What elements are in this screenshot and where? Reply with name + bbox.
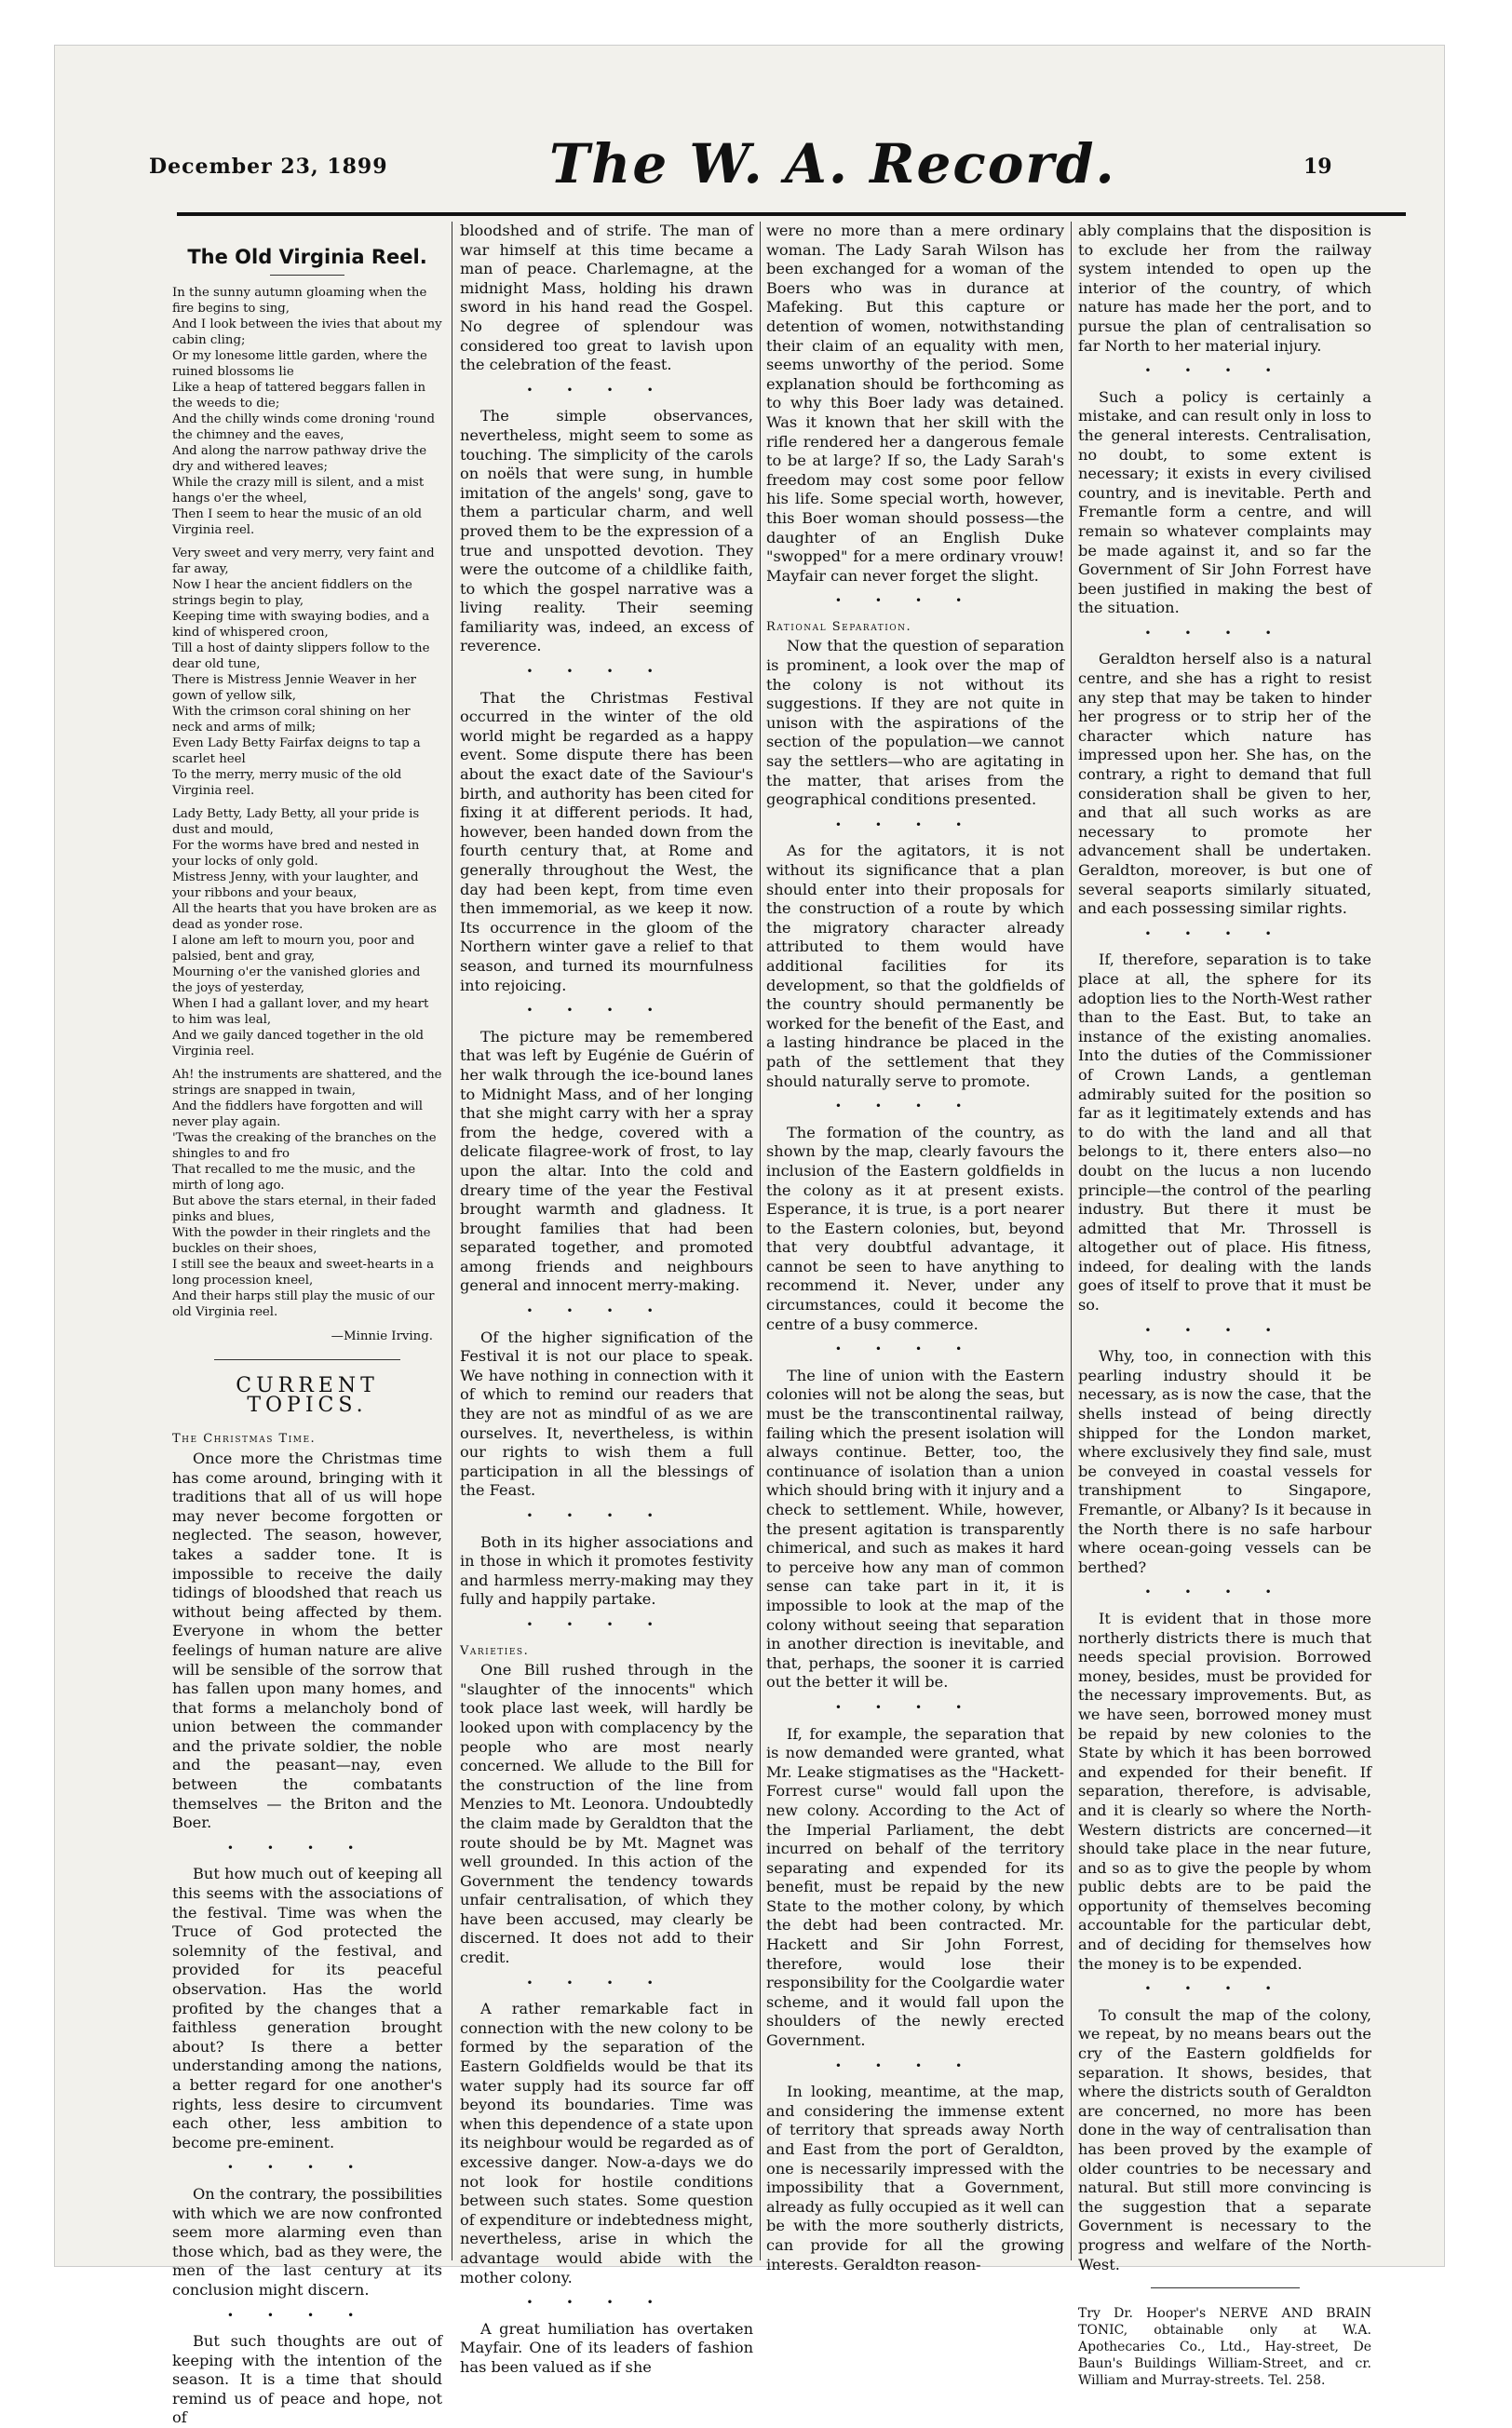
article-paragraph: The simple observances, nevertheless, might seem to some as touching. The simplicity of the carols on noëls that were sung, in humble imitation of the angels' song, gave to them a particular charm, and well proved them to be the expression of a true and unspotted devotion. They were the outcome of a childlike faith, to which the gospel narrative was a living reality. Their seeming familiarity was, indeed, an excess of reverence. xyxy=(460,407,753,655)
side-heading: Rational Separation. xyxy=(766,619,912,634)
article-paragraph: The line of union with the Eastern colonies will not be along the seas, but must be the transcontinental railway, failing which the present isolation will always continue. Better, too, the continuance of isolation than a union which should bring with it injury and a check to settlement. While, however, the present agitation is transparently chimerical, and such as makes it hard to perceive how any man of common sense can take part in it, it is impossible to look at the map of the colony without seeing that separation in another direction is inevitable, and that, perhaps, the sooner it is carried out the better it will be. xyxy=(766,1366,1064,1692)
poem-line: 'Twas the creaking of the branches on the shingles to and fro xyxy=(172,1130,437,1161)
section-break: •••• xyxy=(526,1617,687,1631)
section-break: •••• xyxy=(526,1509,687,1522)
article-paragraph: In looking, meantime, at the map, and considering the immense extent of territory that spreads away North and East from the port of Geraldton, one is necessarily impressed with the impossibility that a Government, already as fully occupied as it well can be with the more southerly districts, can provide for all the growing interests. Geraldton reason- xyxy=(766,2083,1064,2273)
poem-line: Even Lady Betty Fairfax deigns to tap a scarlet heel xyxy=(172,735,421,766)
section-title: CURRENT TOPICS. xyxy=(236,1374,379,1417)
poem-line: And I look between the ivies that about my cabin cling; xyxy=(172,317,442,347)
poem-line: With the powder in their ringlets and the buckles on their shoes, xyxy=(172,1225,431,1256)
header-rule xyxy=(177,212,1406,216)
article-paragraph: But such thoughts are out of keeping with the intention of the season. It is a time that should remind us of peace and hope, not of xyxy=(172,2332,442,2427)
article-paragraph: On the contrary, the possibilities with which we are now confronted seem more alarming even than those which, bad as they were, the men of the last century at its conclusion might discern. xyxy=(172,2184,442,2299)
article-paragraph: Why, too, in connection with this pearling industry should it be necessary, as is now the case, that the shells instead of being directly shipped for the London market, where exclusively they find sale, must be conveyed in coastal vessels for transhipment to Singapore, Fremantle, or Albany? Is it because in the North there is no safe harbour where ocean-going vessels can be berthed? xyxy=(1078,1347,1371,1576)
poem-author: —Minnie Irving. xyxy=(331,1329,433,1343)
section-break: •••• xyxy=(834,817,996,831)
poem-line: Or my lonesome little garden, where the ruined blossoms lie xyxy=(172,348,427,379)
article-paragraph: Both in its higher associations and in those in which it promotes festivity and harmless merry-making may they fully and happily partake. xyxy=(460,1532,753,1609)
poem-line: Lady Betty, Lady Betty, all your pride is dust and mould, xyxy=(172,806,420,837)
section-break: •••• xyxy=(834,1099,996,1113)
article-paragraph: The formation of the country, as shown by the map, clearly favours the inclusion of the Eastern goldfields in the colony as it at present exists. Esperance, it is true, is a port nearer to the Eastern colonies, but, beyond that very doubtful advantage, it cannot be seen to have anything to recommend it. Never, under any circumstances, could it become the centre of a busy commerce. xyxy=(766,1123,1064,1333)
poem-line: That recalled to me the music, and the mirth of long ago. xyxy=(172,1162,416,1193)
rule xyxy=(270,275,344,276)
poem-line: And the chilly winds come droning 'round the chimney and the eaves, xyxy=(172,411,435,442)
poem-line: But above the stars eternal, in their faded pinks and blues, xyxy=(172,1194,437,1224)
poem-title: The Old Virginia Reel. xyxy=(187,246,427,268)
poem-line: Then I seem to hear the music of an old Virginia reel. xyxy=(172,506,423,537)
column-1-articles xyxy=(172,1430,442,2428)
poem-line: To the merry, merry music of the old Virginia reel. xyxy=(172,767,402,798)
article-paragraph: That the Christmas Festival occurred in the winter of the old world might be regarded as a happy event. Some dispute there has been about the exact date of the Saviour's birth, and authority has been cited for fixing it at different periods. It had, however, been handed down from the fourth century that, at Rome and generally throughout the West, the day had been kept, from time even then immemorial, as we keep it now. Its occurrence in the gloom of the Northern winter gave a relief to that season, and turned its mournfulness into rejoicing. xyxy=(460,688,753,994)
article-paragraph: Geraldton herself also is a natural centre, and she has a right to resist any step that may be taken to hinder her progress or to strip her of the character which nature has impressed upon her. She has, on the contrary, a right to demand that full consideration shall be given to her, and that all such works as are necessary to promote her advancement shall be undertaken. Geraldton, moreover, is but one of several seaports similarly situated, and each possessing similar rights. xyxy=(1078,650,1371,918)
issue-date: December 23, 1899 xyxy=(149,155,388,179)
section-break: •••• xyxy=(526,1304,687,1318)
side-heading: The Christmas Time. xyxy=(172,1432,317,1447)
poem-line: And we gaily danced together in the old Virginia reel. xyxy=(172,1028,425,1059)
column-3 xyxy=(766,222,1064,2273)
rule xyxy=(1151,2287,1300,2288)
section-break: •••• xyxy=(226,2308,388,2322)
article-paragraph: Such a policy is certainly a mistake, and can result only in loss to the general interests. Centralisation, no doubt, to some extent is necessary; it exists in every civilised country, and is inevitable. Perth and Fremantle form a centre, and will remain so whatever complaints may be made against it, and so far the Government of Sir John Forrest have been justified in making the best of the situation. xyxy=(1078,387,1371,617)
poem-line: Keeping time with swaying bodies, and a kind of whispered croon, xyxy=(172,609,430,640)
section-break: •••• xyxy=(834,1700,996,1714)
poem-line: Very sweet and very merry, very faint and far away, xyxy=(172,546,435,576)
article-paragraph: Once more the Christmas time has come around, bringing with it traditions that all of us will hope may never become forgotten or neglected. The season, however, takes a sadder tone. It is impossible to receive the daily tidings of bloodshed that reach us without being affected by them. Everyone in whom the better feelings of human nature are alive will be sensible of the sorrow that has fallen upon many homes, and that forms a melancholy bond of union between the commander and the private soldier, the noble and the peasant—nay, even between the combatants themselves — the Briton and the Boer. xyxy=(172,1449,442,1832)
column-4-articles xyxy=(1078,222,1371,2274)
section-break: •••• xyxy=(526,1004,687,1018)
poem-line: And their harps still play the music of our old Virginia reel. xyxy=(172,1288,435,1319)
poem-line: Mistress Jenny, with your laughter, and your ribbons and your beaux, xyxy=(172,870,419,900)
poem-line: Ah! the instruments are shattered, and the strings are snapped in twain, xyxy=(172,1067,442,1098)
page-number: 19 xyxy=(1303,155,1332,179)
column-3-articles xyxy=(766,222,1064,2274)
poem-line: For the worms have bred and nested in your locks of only gold. xyxy=(172,838,420,869)
section-break: •••• xyxy=(834,2058,996,2072)
poem-line: And the fiddlers have forgotten and will never play again. xyxy=(172,1099,423,1129)
poem-line: With the crimson coral shining on her neck and arms of milk; xyxy=(172,704,411,735)
article-paragraph: A great humiliation has overtaken Mayfair. One of its leaders of fashion has been valued as if she xyxy=(460,2319,753,2376)
article-paragraph: Now that the question of separation is prominent, a look over the map of the colony is not without its suggestions. If they are not quite in unison with the aspirations of the section of the population—we cannot say the settlers—who are agitating in the matter, that arises from the geographical conditions presented. xyxy=(766,637,1064,809)
section-break: •••• xyxy=(1144,1323,1305,1337)
article-paragraph: If, therefore, separation is to take place at all, the sphere for its adoption lies to the North-West rather than to the East. But, to take an instance of the existing anomalies. Into the duties of the Commissioner of Crown Lands, a gentleman admirably suited for the position so far as it legitimately extends and has to do with the land and all that belongs to it, there enters also—no doubt on the lucus a non lucendo principle—the control of the pearling industry. But there it must be admitted that Mr. Throssell is altogether out of place. His fitness, indeed, for dealing with the lands goes of itself to prove that it must be so. xyxy=(1078,951,1371,1315)
poem-line: While the crazy mill is silent, and a mist hangs o'er the wheel, xyxy=(172,475,425,506)
article-paragraph: A rather remarkable fact in connection with the new colony to be formed by the separation of the Eastern Goldfields would be that its water supply had its source far off beyond its boundaries. Time was when this dependence of a state upon its neighbour would be regarded as of excessive danger. Now-a-days we do not look for hostile conditions between such states. Some question of expenditure or indebtedness might, nevertheless, arise in which the advantage would abide with the mother colony. xyxy=(460,2000,753,2286)
section-break: •••• xyxy=(226,1841,388,1855)
poem-stanza xyxy=(172,285,442,538)
article-paragraph: ably complains that the disposition is to exclude her from the railway system intended to open up the interior of the country, of which nature has made her the port, and to pursue the plan of centralisation so far North to her material injury. xyxy=(1078,222,1371,355)
section-break: •••• xyxy=(1144,364,1305,378)
section-break: •••• xyxy=(526,665,687,679)
article-paragraph: If, for example, the separation that is now demanded were granted, what Mr. Leake stigmatises as the "Hackett-Forrest curse" would fall upon the new colony. According to the Act of the Imperial Parliament, the debt incurred on behalf of the territory separating and expended for its benefit, must be repaid by the new State to the mother colony, by which the debt had been contracted. Mr. Hackett and Sir John Forrest, therefore, would lose their responsibility for the Coolgardie water scheme, and it would fall upon the shoulders of the newly erected Government. xyxy=(766,1724,1064,2050)
article-paragraph: As for the agitators, it is not without its significance that a plan should enter into their proposals for the construction of a route by which the migratory character already attributed to them would have additional facilities for its development, so that the goldfields of the country should permanently be worked for the benefit of the East, and a lasting hindrance be placed in the path of the settlement that they should naturally serve to promote. xyxy=(766,842,1064,1090)
column-1 xyxy=(172,222,442,2427)
advertisement: Try Dr. Hooper's NERVE AND BRAIN TONIC, obtainable only at W.A. Apothecaries Co., Ltd., Hay-street, De Baun's Buildings William-Street, and cr. William and Murray-streets. Tel. 258. xyxy=(1078,2306,1371,2389)
poem-line: And along the narrow pathway drive the dry and withered leaves; xyxy=(172,443,427,474)
article-paragraph: It is evident that in those more northerly districts there is much that needs special provision. Borrowed money, besides, must be provided for the necessary improvements. But, as we have seen, borrowed money must be repaid by new colonies to the State by which it has been borrowed and expended for their benefit. If separation, therefore, is advisable, and it is clearly so where the North-Western districts are concerned—it should take place in the near future, and so as to give the people by whom public debts are to be paid the opportunity of themselves becoming accountable for the particular debt, and of deciding for themselves how the money is to be expended. xyxy=(1078,1609,1371,1973)
section-break: •••• xyxy=(1144,1982,1305,1996)
article-paragraph: One Bill rushed through in the "slaughter of the innocents" which took place last week, will hardly be looked upon with complacency by the people who are most nearly concerned. We allude to the Bill for the construction of the line from Menzies to Mt. Leonora. Undoubtedly the claim made by Geraldton that the route should be by Mt. Magnet was well grounded. In this action of the Government the tendency towards unfair centralisation, of which they have been accused, may clearly be discerned. It does not add to their credit. xyxy=(460,1661,753,1967)
article-paragraph: were no more than a mere ordinary woman. The Lady Sarah Wilson has been exchanged for a woman of the Boers who was in durance at Mafeking. But this capture or detention of women, notwithstanding their claim of an equality with men, seems unworthy of the period. Some explanation should be forthcoming as to why this Boer lady was detained. Was it known that her skill with the rifle rendered her a dangerous female to be at large? If so, the Lady Sarah's freedom may cost some poor fellow his life. Some special worth, however, this Boer woman should possess—the daughter of an English Duke "swopped" for a mere ordinary vrouw! Mayfair can never forget the slight. xyxy=(766,222,1064,585)
poem-line: In the sunny autumn gloaming when the fire begins to sing, xyxy=(172,285,427,316)
column-2 xyxy=(460,222,753,2376)
section-break: •••• xyxy=(1144,926,1305,940)
rule xyxy=(214,1359,400,1360)
poem-line: When I had a gallant lover, and my heart to him was leal, xyxy=(172,996,429,1027)
poem-line: Mourning o'er the vanished glories and the joys of yesterday, xyxy=(172,964,421,995)
poem-line: I still see the beaux and sweet-hearts in a long procession kneel, xyxy=(172,1257,435,1288)
poem-line: All the hearts that you have broken are as dead as yonder rose. xyxy=(172,901,437,932)
poem xyxy=(172,285,442,1320)
poem-line: Now I hear the ancient fiddlers on the strings begin to play, xyxy=(172,577,412,608)
section-break: •••• xyxy=(226,2161,388,2175)
section-break: •••• xyxy=(526,383,687,397)
poem-line: Like a heap of tattered beggars fallen in the weeds to die; xyxy=(172,380,426,411)
column-divider xyxy=(1071,222,1072,2260)
section-break: •••• xyxy=(1144,1585,1305,1599)
poem-line: I alone am left to mourn you, poor and palsied, bent and gray, xyxy=(172,933,415,964)
poem-stanza xyxy=(172,1067,442,1320)
side-heading: Varieties. xyxy=(460,1643,530,1658)
column-4 xyxy=(1078,222,1371,2389)
article-paragraph: The picture may be remembered that was left by Eugénie de Guérin of her walk through the ice-bound lanes to Midnight Mass, and of her longing that she might carry with her a spray from the hedge, covered with a delicate filagree-work of frost, to lay upon the altar. Into the cold and dreary time of the year the Festival brought warmth and gladness. It brought families that had been separated together, and promoted among friends and neighbours general and innocent merry-making. xyxy=(460,1027,753,1295)
section-break: •••• xyxy=(526,1976,687,1990)
column-2-articles xyxy=(460,222,753,2378)
poem-line: Till a host of dainty slippers follow to the dear old tune, xyxy=(172,641,430,671)
poem-stanza xyxy=(172,806,442,1059)
article-paragraph: To consult the map of the colony, we repeat, by no means bears out the cry of the Eastern goldfields for separation. It shows, besides, that where the districts south of Geraldton are concerned, no more has been done in the way of centralisation than has been proved by the example of older countries to be necessary and natural. But still more convincing is the suggestion that a separate Government is necessary to the progress and welfare of the North-West. xyxy=(1078,2005,1371,2273)
poem-line: There is Mistress Jennie Weaver in her gown of yellow silk, xyxy=(172,672,417,703)
section-break: •••• xyxy=(1144,626,1305,640)
section-break: •••• xyxy=(526,2296,687,2310)
section-break: •••• xyxy=(834,594,996,608)
article-paragraph: But how much out of keeping all this seems with the associations of the festival. Time was when the Truce of God protected the solemnity of the festival, and provided for its peaceful observation. Has the world profited by the changes that a faithless generation brought about? Is there a better understanding among the nations, a better regard for one another's rights, less desire to circumvent each other, less ambition to become pre-eminent. xyxy=(172,1865,442,2151)
masthead-title: The W. A. Record. xyxy=(549,132,1116,196)
section-break: •••• xyxy=(834,1342,996,1356)
article-paragraph: Of the higher signification of the Festival it is not our place to speak. We have nothing in connection with it of which to remind our readers that they are not as mindful of as we are ourselves. It, nevertheless, is within our rights to wish them a full participation in all the blessings of the Feast. xyxy=(460,1328,753,1500)
poem-stanza xyxy=(172,546,442,799)
article-paragraph: bloodshed and of strife. The man of war himself at this time became a man of peace. Charlemagne, at the midnight Mass, holding his drawn sword in his hand read the Gospel. No degree of splendour was considered too great to lavish upon the celebration of the feast. xyxy=(460,222,753,374)
column-divider xyxy=(760,222,761,2260)
